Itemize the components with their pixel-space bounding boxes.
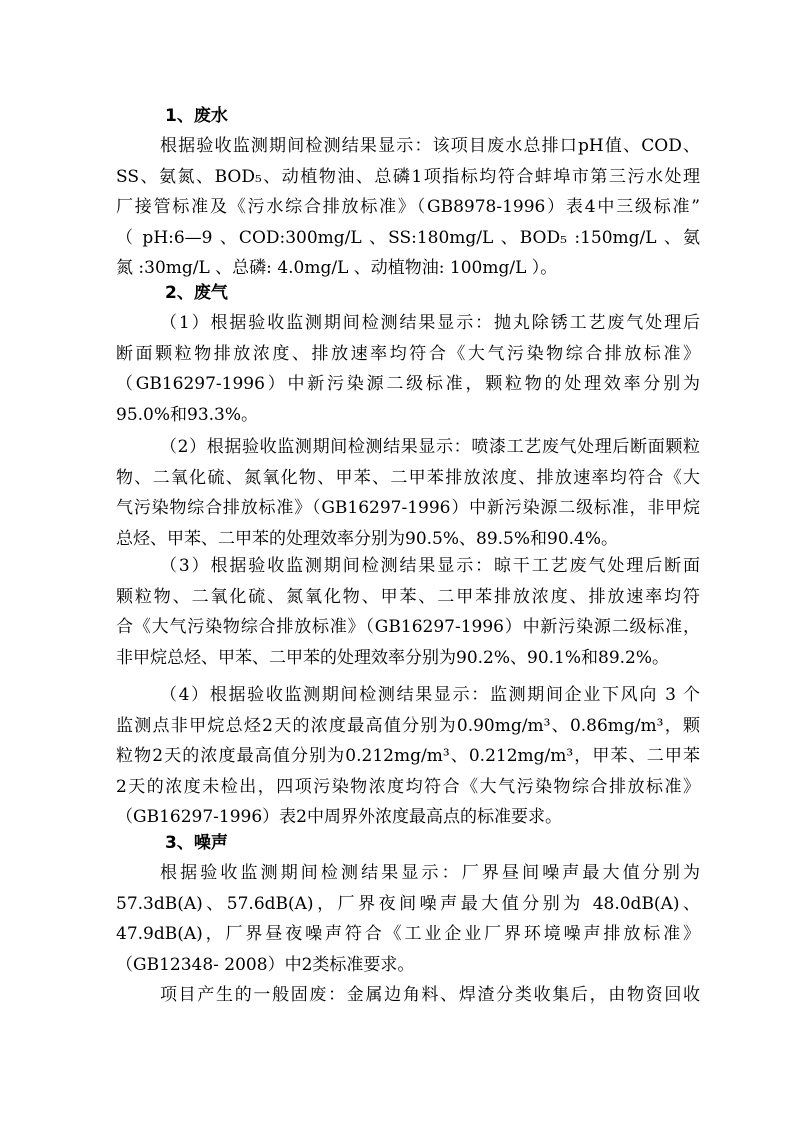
text-line: （GB16297-1996）表2中周界外浓度最高点的标准要求。 [116, 807, 562, 827]
paragraph-noise-1 [116, 858, 700, 980]
text-line: 总烃、甲苯、二甲苯的处理效率分别为90.5%、89.5%和90.4%。 [116, 528, 619, 549]
text-line: 物、二氧化硫、氮氧化物、甲苯、二甲苯排放浓度、排放速率均符合《大 [116, 467, 700, 488]
paragraph-noise-2 [116, 980, 700, 1011]
text-line: 合《大气污染物综合排放标准》（GB16297-1996）中新污染源二级标准， [116, 617, 700, 637]
text-line: （3）根据验收监测期间检测结果显示：晾干工艺废气处理后断面 [160, 556, 700, 576]
text-line: 57.3dB(A)、57.6dB(A)，厂界夜间噪声最大值分别为 48.0dB(A)、 [116, 893, 700, 914]
text-line: （2）根据验收监测期间检测结果显示：喷漆工艺废气处理后断面颗粒 [160, 437, 700, 457]
paragraph-wastewater [116, 131, 700, 284]
text-line: （1）根据验收监测期间检测结果显示：抛丸除锈工艺废气处理后 [160, 313, 700, 333]
paragraph-exhaust-1 [116, 308, 700, 430]
text-line: 根据验收监测期间检测结果显示：厂界昼间噪声最大值分别为 [160, 863, 700, 883]
text-line: （ pH:6—9 、COD:300mg/L 、SS:180mg/L 、BOD₅ :150mg/L 、氨 [116, 227, 700, 248]
text-line: 根据验收监测期间检测结果显示：该项目废水总排口pH值、COD、 [160, 136, 700, 156]
text-line: 2天的浓度未检出，四项污染物浓度均符合《大气污染物综合排放标准》 [116, 776, 700, 797]
paragraph-exhaust-4 [116, 680, 700, 833]
text-line: （GB16297-1996）中新污染源二级标准，颗粒物的处理效率分别为 [116, 374, 700, 394]
text-line: 颗粒物、二氧化硫、氮氧化物、甲苯、二甲苯排放浓度、排放速率均符 [116, 586, 700, 607]
heading-noise: 3、噪声 [165, 833, 228, 853]
text-line: 气污染物综合排放标准》（GB16297-1996）中新污染源二级标准，非甲烷 [116, 498, 700, 518]
text-line: 监测点非甲烷总烃2天的浓度最高值分别为0.90mg/m³、0.86mg/m³，颗 [116, 715, 700, 736]
text-line: 项目产生的一般固废：金属边角料、焊渣分类收集后，由物资回收 [160, 985, 700, 1005]
text-line: 非甲烷总烃、甲苯、二甲苯的处理效率分别为90.2%、90.1%和89.2%。 [116, 647, 670, 668]
text-line: SS、氨氮、BOD₅、动植物油、总磷1项指标均符合蚌埠市第三污水处理 [116, 166, 700, 187]
text-line: 95.0%和93.3%。 [116, 404, 259, 425]
text-line: （GB12348- 2008）中2类标准要求。 [116, 954, 415, 975]
text-line: （4）根据验收监测期间检测结果显示：监测期间企业下风向 3 个 [160, 685, 700, 705]
text-line: 47.9dB(A)，厂界昼夜噪声符合《工业企业厂界环境噪声排放标准》 [116, 924, 700, 944]
text-line: 氮 :30mg/L 、总磷: 4.0mg/L 、动植物油: 100mg/L ）。 [116, 258, 558, 278]
text-line: 厂接管标准及《污水综合排放标准》（GB8978-1996）表4中三级标准” [116, 197, 700, 217]
text-line: 粒物2天的浓度最高值分别为0.212mg/m³、0.212mg/m³，甲苯、二甲苯 [116, 746, 700, 766]
text-line: 断面颗粒物排放浓度、排放速率均符合《大气污染物综合排放标准》 [116, 343, 700, 364]
heading-exhaust: 2、废气 [165, 283, 228, 303]
heading-wastewater: 1、废水 [165, 106, 228, 126]
paragraph-exhaust-3 [116, 551, 700, 673]
paragraph-exhaust-2 [116, 432, 700, 554]
